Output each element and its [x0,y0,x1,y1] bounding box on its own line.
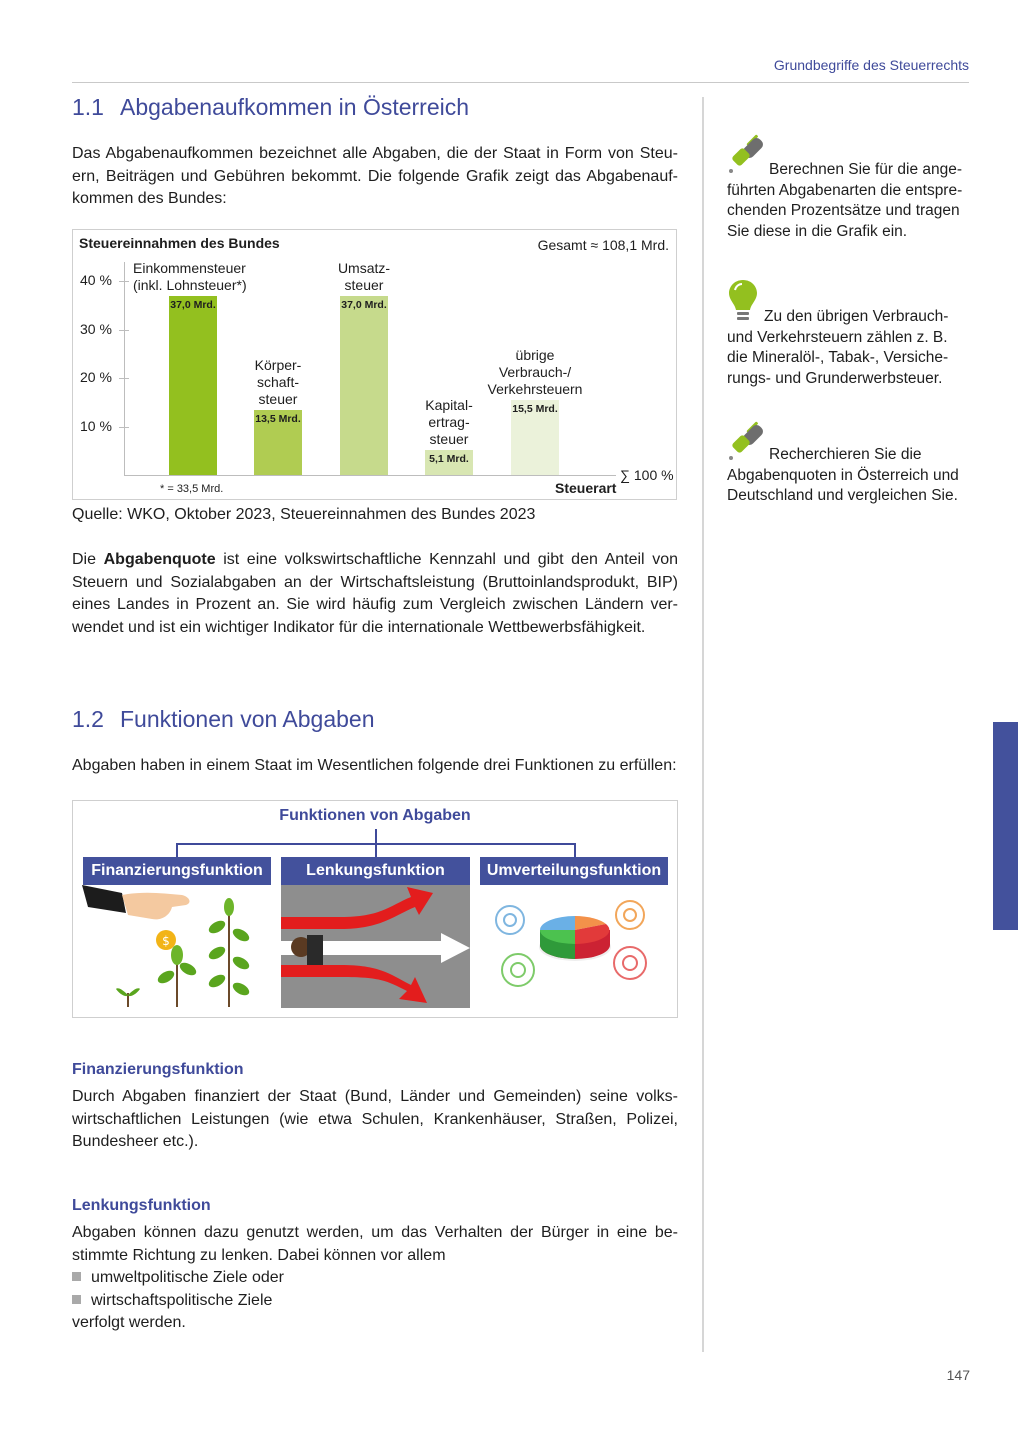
chart-title: Steuereinnahmen des Bundes [79,235,280,251]
chapter-side-tab [993,722,1018,930]
function-umverteilung: Umverteilungsfunktion [480,857,668,885]
quote-line [72,549,678,572]
connector-line [176,843,178,857]
diagram-title: Funktionen von Abgaben [279,807,471,824]
category-label-line: Verkehrsteuern [487,380,583,397]
category-label-line: Umsatz- [337,259,391,276]
chart-footnote: * = 33,5 Mrd. [160,483,224,495]
y-tick-label: 20 % [80,369,112,385]
bullet-text: umweltpolitische Ziele oder [91,1269,284,1286]
lenkung-paragraph [72,1222,678,1335]
section-title: Abgabenaufkommen in Österreich [120,94,470,120]
y-tick-label: 10 % [80,417,112,434]
bullet-square-icon [72,1272,81,1281]
y-tick-label: 40 % [80,272,112,288]
bullet-item [72,1267,678,1290]
quote-line: wendet und ist ein wichtiger Indikator für die internationale Wettbewerbsfähigkeit. [72,618,646,636]
abgabenquote-paragraph [72,549,678,639]
category-label-line: steuer [344,276,384,293]
note-line: Abgabenquoten in Österreich und [727,466,959,484]
function-lenkung: Lenkungsfunktion [281,857,470,885]
function-finanzierung: Finanzierungsfunktion [83,857,271,885]
note-line: Berechnen Sie für die ange- [769,161,963,178]
connector-line [574,843,576,857]
category-label-line: Einkommensteuer [133,259,246,276]
running-title: Grundbegriffe des Steuerrechts [773,57,969,73]
note-calculate [727,160,970,242]
sum-label: ∑ 100 % [620,467,674,483]
note-line: Sie diese in die Grafik ein. [727,222,908,240]
note-line: die Mineralöl-, Tabak-, Versiche- [727,349,949,366]
category-label [289,260,439,294]
arrows-illustration [281,885,470,1013]
finanz-line: Durch Abgaben finanziert der Staat (Bund, Länder und Gemeinden) seine volks- [72,1088,678,1105]
note-info [727,307,970,389]
category-label-line: schaft- [256,373,299,390]
category-label-line: ertrag- [428,414,470,431]
plants-coin-illustration [82,885,272,1015]
connector-line [176,843,576,845]
x-axis-label: Steuerart [555,480,617,496]
category-label-line: Kapital- [425,397,473,414]
y-tick-mark [119,281,129,282]
note-line: chenden Prozentsätze und tragen [727,202,960,219]
finanzierung-paragraph [72,1086,678,1154]
category-label-line: (inkl. Lohnsteuer*) [133,276,247,293]
note-line: Deutschland und vergleichen Sie. [727,487,958,504]
bar-value-label: 37,0 Mrd. [170,298,216,311]
bar-value-label: 15,5 Mrd. [512,402,558,415]
bullet-square-icon [72,1295,81,1304]
category-label-line: Körper- [254,356,302,373]
intro-line: ern, Beiträgen und Gebühren bekommt. Die folgende Grafik zeigt das Abgabenauf- [72,167,678,185]
finanz-line: Bundesheer etc.). [72,1133,199,1150]
chart-total: Gesamt ≈ 108,1 Mrd. [537,237,669,253]
x-axis [124,475,616,476]
category-label [460,347,610,398]
quote-term: Abgabenquote [103,551,216,568]
note-line: führten Abgabenarten die entspre- [727,181,963,199]
y-tick-mark [119,427,129,428]
bar-value-label: 5,1 Mrd. [429,453,469,466]
section-number: 1.2 [72,706,104,732]
lenkung-closing: verfolgt werden. [72,1314,186,1331]
finanz-line: wirtschaftlichen Leistungen (wie etwa Schulen, Krankenhäuser, Straßen, Polizei, [72,1110,678,1128]
note-line: Recherchieren Sie die [769,446,922,463]
section2-intro: Abgaben haben in einem Staat im Wesentlichen folgende drei Funktionen zu erfüllen: [72,757,677,774]
category-label-line: steuer [258,390,298,407]
quote-line: eines Landes in Prozent an. Sie wird häufig zum Vergleich zwischen Ländern ver- [72,596,678,613]
category-label-line: steuer [429,431,469,448]
bar-value-label: 13,5 Mrd. [255,412,301,425]
bar-value-label: 37,0 Mrd. [341,298,387,311]
section-number: 1.1 [72,94,104,120]
intro-line: Das Abgabenaufkommen bezeichnet alle Abgaben, die der Staat in Form von Steu- [72,145,678,162]
category-label [374,397,524,448]
chart-source: Quelle: WKO, Oktober 2023, Steuereinnahmen des Bundes 2023 [72,506,536,523]
bullet-item [72,1290,678,1313]
section-heading-1-2 [72,706,374,733]
category-label-line: Verbrauch-/ [498,363,572,380]
lenkung-line: Abgaben können dazu genutzt werden, um das Verhalten der Bürger in eine be- [72,1224,678,1241]
svg-text:$: $ [162,934,170,948]
bullet-text: wirtschaftspolitische Ziele [91,1291,273,1309]
category-label [133,260,283,294]
intro-paragraph [72,143,678,211]
section-heading-1-1 [72,94,469,121]
y-tick-label: 30 % [80,320,112,337]
note-line: rungs- und Grunderwerbsteuer. [727,369,943,387]
category-label [203,357,353,408]
note-research [727,445,970,507]
subheading-finanzierung: Finanzierungsfunktion [72,1061,244,1078]
quote-rest: ist eine volkswirtschaftliche Kennzahl und gibt den Anteil von [215,551,679,568]
intro-line: kommen des Bundes: [72,190,227,207]
header-rule [72,82,969,83]
column-divider [702,97,704,1352]
y-tick-mark [119,378,129,379]
note-line: Zu den übrigen Verbrauch- [764,308,949,325]
category-label-line: übrige [515,346,555,363]
quote-pre: Die [72,551,104,568]
y-tick-mark [119,330,129,331]
subheading-lenkung: Lenkungsfunktion [72,1197,211,1214]
pie-plates-illustration [480,885,668,1013]
page-number: 147 [946,1367,970,1383]
section-title: Funktionen von Abgaben [120,706,375,732]
note-line: und Verkehrsteuern zählen z. B. [727,328,948,346]
lenkung-line: stimmte Richtung zu lenken. Dabei können vor allem [72,1246,446,1264]
quote-line: Steuern und Sozialabgaben an der Wirtschaftsleistung (Bruttoinlandsprodukt, BIP) [72,573,678,591]
y-axis [124,262,125,476]
